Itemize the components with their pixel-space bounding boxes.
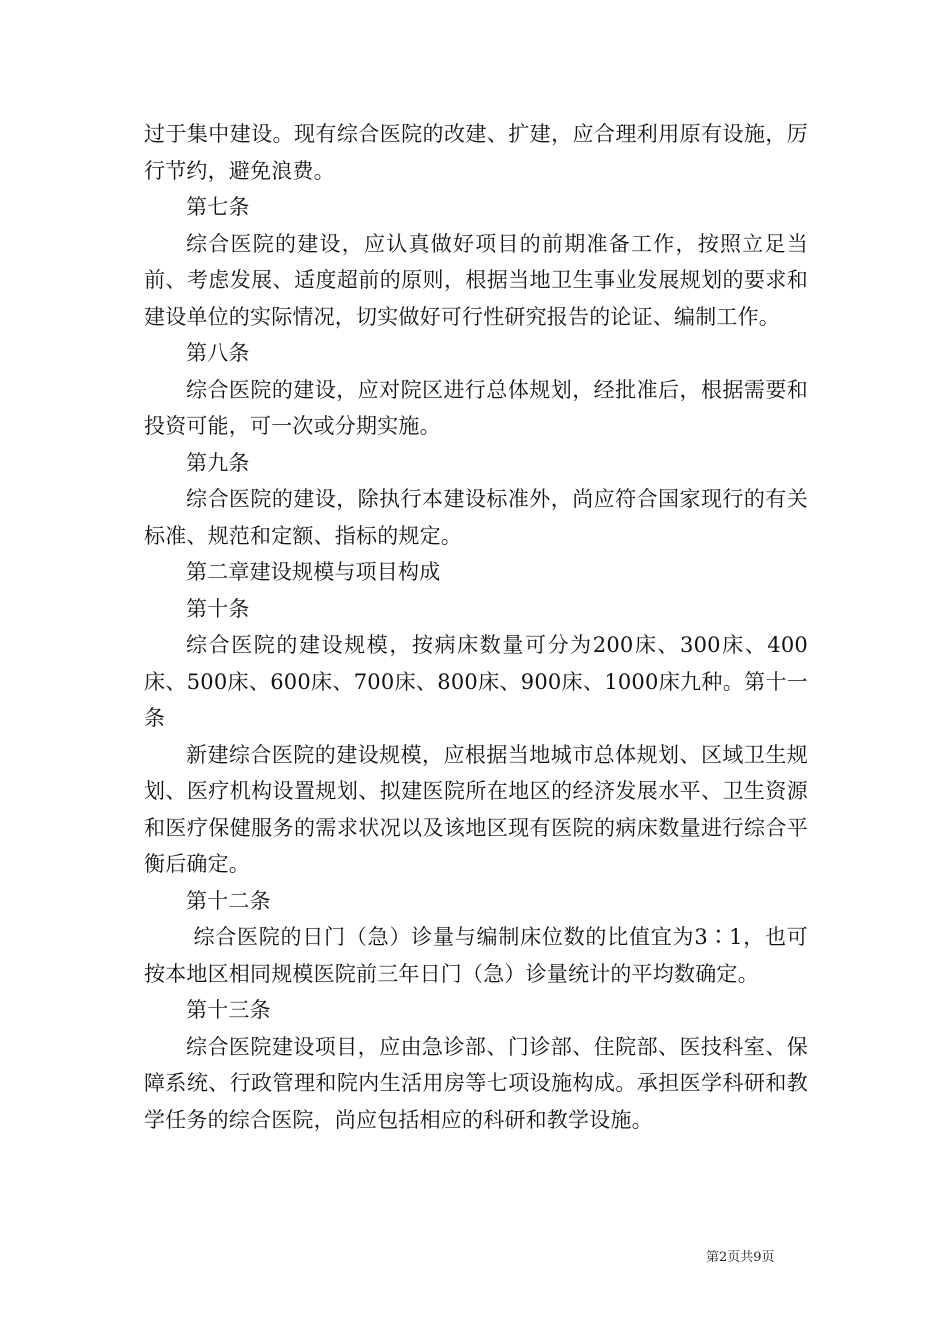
article-heading: 第十三条 bbox=[186, 998, 271, 1022]
paragraph: 综合医院的建设，应对院区进行总体规划，经批准后，根据需要和投资可能，可一次或分期实施。 bbox=[144, 377, 808, 438]
page-number-footer: 第2页共9页 bbox=[706, 1250, 775, 1265]
paragraph: 新建综合医院的建设规模，应根据当地城市总体规划、区域卫生规划、医疗机构设置规划、拟建医院所在地区的经济发展水平、卫生资源和医疗保健服务的需求状况以及该地区现有医院的病床数量进行综合平衡后确定。 bbox=[144, 742, 808, 876]
article-heading: 第七条 bbox=[186, 195, 250, 219]
chapter-heading: 第二章建设规模与项目构成 bbox=[186, 560, 441, 584]
paragraph: 综合医院的建设，应认真做好项目的前期准备工作，按照立足当前、考虑发展、适度超前的原则，根据当地卫生事业发展规划的要求和建设单位的实际情况，切实做好可行性研究报告的论证、编制工作。 bbox=[144, 231, 808, 329]
paragraph: 过于集中建设。现有综合医院的改建、扩建，应合理利用原有设施，厉行节约，避免浪费。 bbox=[144, 122, 808, 183]
article-heading: 第八条 bbox=[186, 341, 250, 365]
paragraph: 综合医院建设项目，应由急诊部、门诊部、住院部、医技科室、保障系统、行政管理和院内生活用房等七项设施构成。承担医学科研和教学任务的综合医院，尚应包括相应的科研和教学设施。 bbox=[144, 1034, 808, 1132]
paragraph: 综合医院的日门（急）诊量与编制床位数的比值宜为3∶1，也可按本地区相同规模医院前三年日门（急）诊量统计的平均数确定。 bbox=[144, 925, 808, 986]
article-heading: 第十条 bbox=[186, 596, 250, 621]
paragraph: 综合医院的建设规模，按病床数量可分为200床、300床、400床、500床、600床、700床、800床、900床、1000床九种。第十一条 bbox=[144, 633, 808, 730]
article-heading: 第九条 bbox=[186, 450, 250, 475]
document-body bbox=[144, 116, 808, 1138]
article-heading: 第十二条 bbox=[186, 888, 271, 913]
paragraph: 综合医院的建设，除执行本建设标准外，尚应符合国家现行的有关标准、规范和定额、指标的规定。 bbox=[144, 487, 808, 548]
